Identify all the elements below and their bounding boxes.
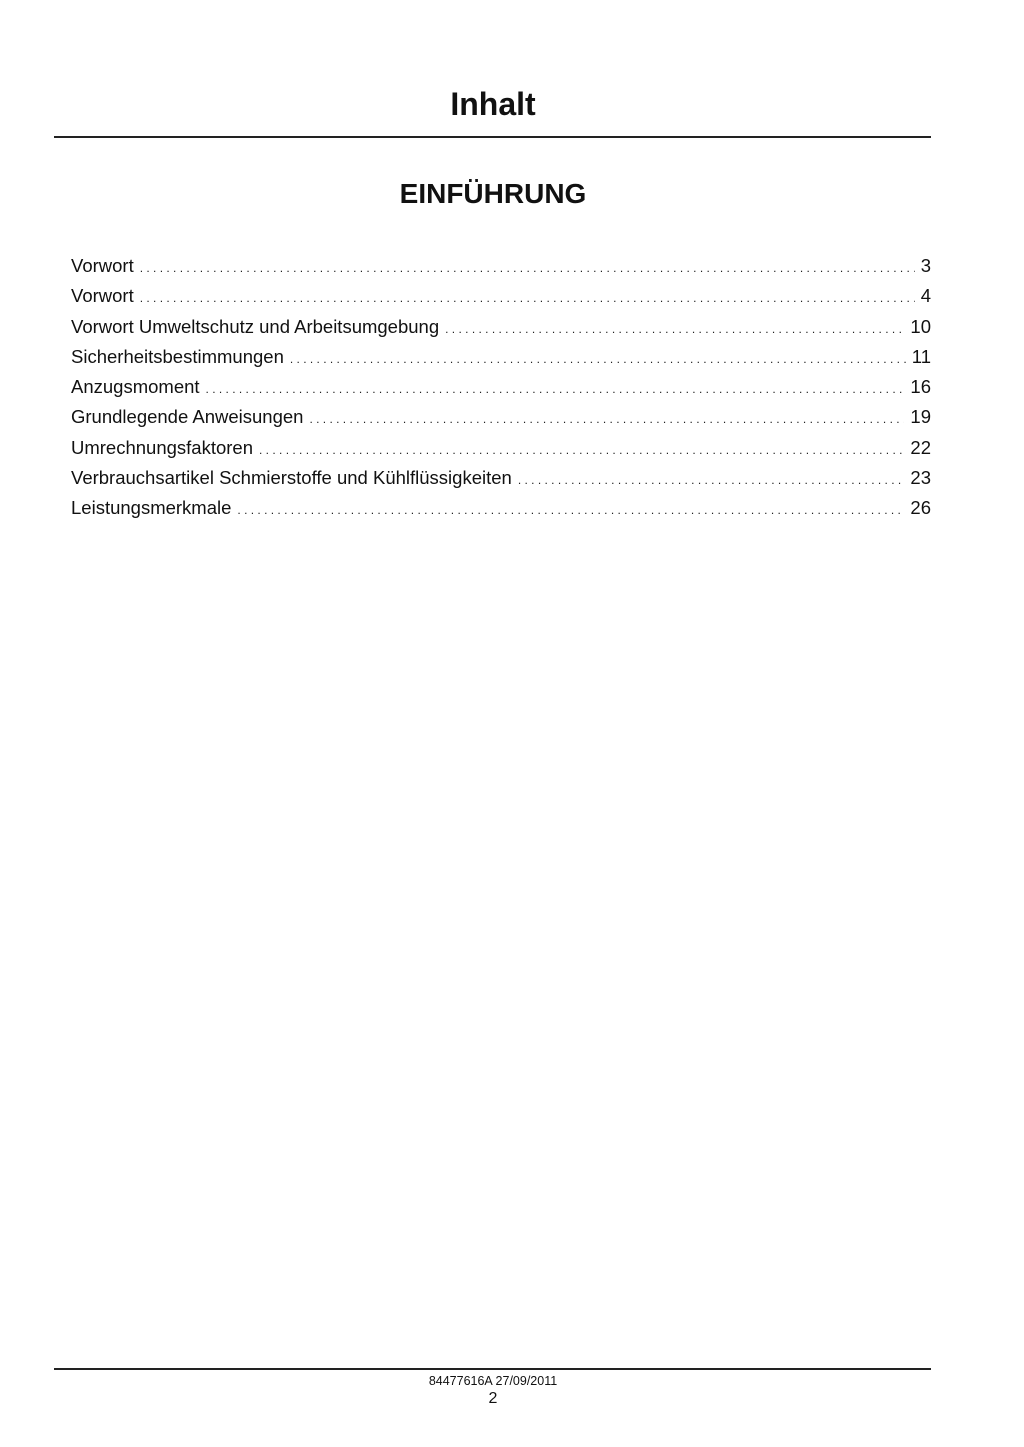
toc-entry-label: Sicherheitsbestimmungen bbox=[71, 345, 284, 367]
toc-entry-label: Vorwort bbox=[71, 255, 134, 276]
dot-leader bbox=[309, 405, 904, 431]
dot-leader bbox=[518, 466, 905, 492]
toc-entry-page: 11 bbox=[911, 345, 931, 367]
page-title: Inhalt bbox=[450, 86, 536, 122]
dot-leader bbox=[140, 254, 915, 280]
footer-divider bbox=[54, 1368, 931, 1370]
toc-entry-page: 26 bbox=[910, 497, 931, 519]
page-number: 2 bbox=[488, 1390, 498, 1407]
dot-leader bbox=[237, 496, 904, 522]
toc-entry-label: Verbrauchsartikel Schmierstoffe und Kühlflüssigkeiten bbox=[71, 467, 512, 489]
toc-entry-page: 3 bbox=[920, 255, 931, 276]
toc-entry-label: Grundlegende Anweisungen bbox=[71, 406, 304, 428]
header-divider bbox=[54, 136, 931, 138]
dot-leader bbox=[290, 345, 906, 371]
toc-entry[interactable] bbox=[71, 436, 931, 466]
toc-entry[interactable] bbox=[71, 405, 931, 435]
toc-entry[interactable] bbox=[71, 284, 931, 314]
toc-entry[interactable] bbox=[71, 466, 931, 496]
toc-entry-label: Anzugsmoment bbox=[71, 376, 200, 398]
toc-entry-page: 4 bbox=[920, 285, 931, 307]
toc-entry-label: Vorwort bbox=[71, 285, 134, 307]
toc-entry-page: 23 bbox=[910, 467, 931, 489]
section-title: EINFÜHRUNG bbox=[399, 178, 587, 209]
toc-entry[interactable] bbox=[71, 496, 931, 526]
dot-leader bbox=[445, 315, 904, 341]
toc-entry-label: Vorwort Umweltschutz und Arbeitsumgebung bbox=[71, 315, 440, 337]
dot-leader bbox=[259, 436, 904, 462]
toc-entry[interactable] bbox=[71, 254, 931, 284]
toc-entry-page: 10 bbox=[910, 315, 931, 337]
footer-doc-id: 84477616A 27/09/2011 bbox=[428, 1374, 558, 1388]
toc-entry-page: 16 bbox=[910, 376, 931, 398]
toc-entry[interactable] bbox=[71, 375, 931, 405]
toc-entry-page: 19 bbox=[910, 406, 931, 428]
dot-leader bbox=[140, 284, 915, 310]
toc-entry-page: 22 bbox=[910, 436, 931, 458]
table-of-contents bbox=[71, 254, 931, 527]
toc-entry[interactable] bbox=[71, 345, 931, 375]
dot-leader bbox=[206, 375, 905, 401]
toc-entry[interactable] bbox=[71, 315, 931, 345]
toc-entry-label: Umrechnungsfaktoren bbox=[71, 436, 254, 458]
toc-entry-label: Leistungsmerkmale bbox=[71, 497, 232, 519]
